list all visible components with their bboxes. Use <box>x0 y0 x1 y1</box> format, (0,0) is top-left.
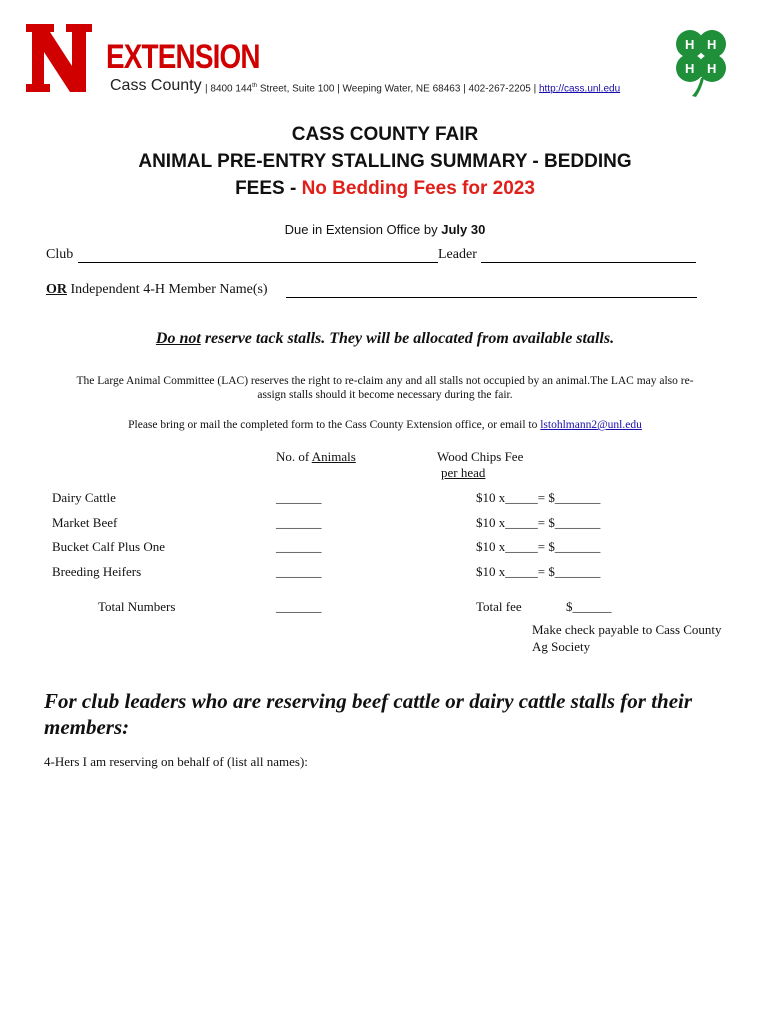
row-label: Dairy Cattle <box>52 490 116 505</box>
leader-label: Leader <box>438 247 477 262</box>
club-label: Club <box>46 247 74 262</box>
row-count-blank[interactable]: _______ <box>276 490 322 505</box>
leader-input-line[interactable] <box>481 262 696 263</box>
row-count-blank[interactable]: _______ <box>276 564 322 579</box>
county-name: Cass County <box>110 77 202 94</box>
svg-text:H: H <box>707 37 717 52</box>
total-fee-blank[interactable]: $______ <box>566 599 612 614</box>
row-count-blank[interactable]: _______ <box>276 539 322 554</box>
club-input-line[interactable] <box>78 262 438 263</box>
row-count-blank[interactable]: _______ <box>276 515 322 530</box>
nebraska-n-logo <box>24 22 94 94</box>
tack-stall-notice: Do not reserve tack stalls. They will be allocated from available stalls. <box>155 330 615 347</box>
mail-instructions: Please bring or mail the completed form to the Cass County Extension office, or email to lstohlmann2@unl.edu <box>128 419 642 431</box>
lac-text-1: The Large Animal Committee (LAC) reserves the right to re-claim any and all stalls not occupied by an animal.The LAC may also re- <box>76 375 694 387</box>
email-link[interactable]: lstohlmann2@unl.edu <box>540 419 642 431</box>
col-header-fee-2: per head <box>441 465 486 480</box>
title-line-2: ANIMAL PRE-ENTRY STALLING SUMMARY - BEDDING <box>138 151 632 172</box>
svg-text:H: H <box>707 61 717 76</box>
list-names-prompt: 4-Hers I am reserving on behalf of (list all names): <box>44 754 308 769</box>
total-numbers-blank[interactable]: _______ <box>276 599 322 614</box>
independent-member-input-line[interactable] <box>286 297 697 298</box>
svg-text:H: H <box>685 61 695 76</box>
independent-member-label: OR Independent 4-H Member Name(s) <box>46 282 268 297</box>
row-label: Market Beef <box>52 515 118 530</box>
row-fee-blank[interactable]: $10 x_____= $_______ <box>476 515 601 530</box>
address-line: | 8400 144th Street, Suite 100 | Weeping Water, NE 68463 | 402-267-2205 | http://cass.unl.edu <box>205 83 621 95</box>
row-fee-blank[interactable]: $10 x_____= $_______ <box>476 490 601 505</box>
check-payable-2: Ag Society <box>532 639 591 654</box>
due-date: July 30 <box>441 222 486 237</box>
row-fee-blank[interactable]: $10 x_____= $_______ <box>476 539 601 554</box>
club-leaders-heading: For club leaders who are reserving beef cattle or dairy cattle stalls for their members: <box>44 689 693 739</box>
check-payable-1: Make check payable to Cass County <box>532 622 722 637</box>
extension-wordmark: EXTENSION <box>106 38 260 76</box>
row-fee-blank[interactable]: $10 x_____= $_______ <box>476 564 601 579</box>
due-date-line: Due in Extension Office by July 30 <box>284 222 486 237</box>
total-fee-label: Total fee <box>476 599 522 614</box>
no-bedding-fees-highlight: No Bedding Fees for 2023 <box>301 178 535 199</box>
row-label: Breeding Heifers <box>52 564 142 579</box>
website-link[interactable]: http://cass.unl.edu <box>538 83 621 95</box>
row-label: Bucket Calf Plus One <box>52 539 166 554</box>
title-line-3: FEES - No Bedding Fees for 2023 <box>235 178 535 199</box>
title-line-1: CASS COUNTY FAIR <box>291 124 479 145</box>
col-header-fee-1: Wood Chips Fee <box>437 449 524 464</box>
total-numbers-label: Total Numbers <box>98 599 176 614</box>
svg-text:H: H <box>685 37 695 52</box>
four-h-clover-icon <box>664 22 740 103</box>
lac-text-2: assign stalls should it become necessary during the fair. <box>257 389 513 401</box>
col-header-animals: No. of Animals <box>276 449 356 464</box>
